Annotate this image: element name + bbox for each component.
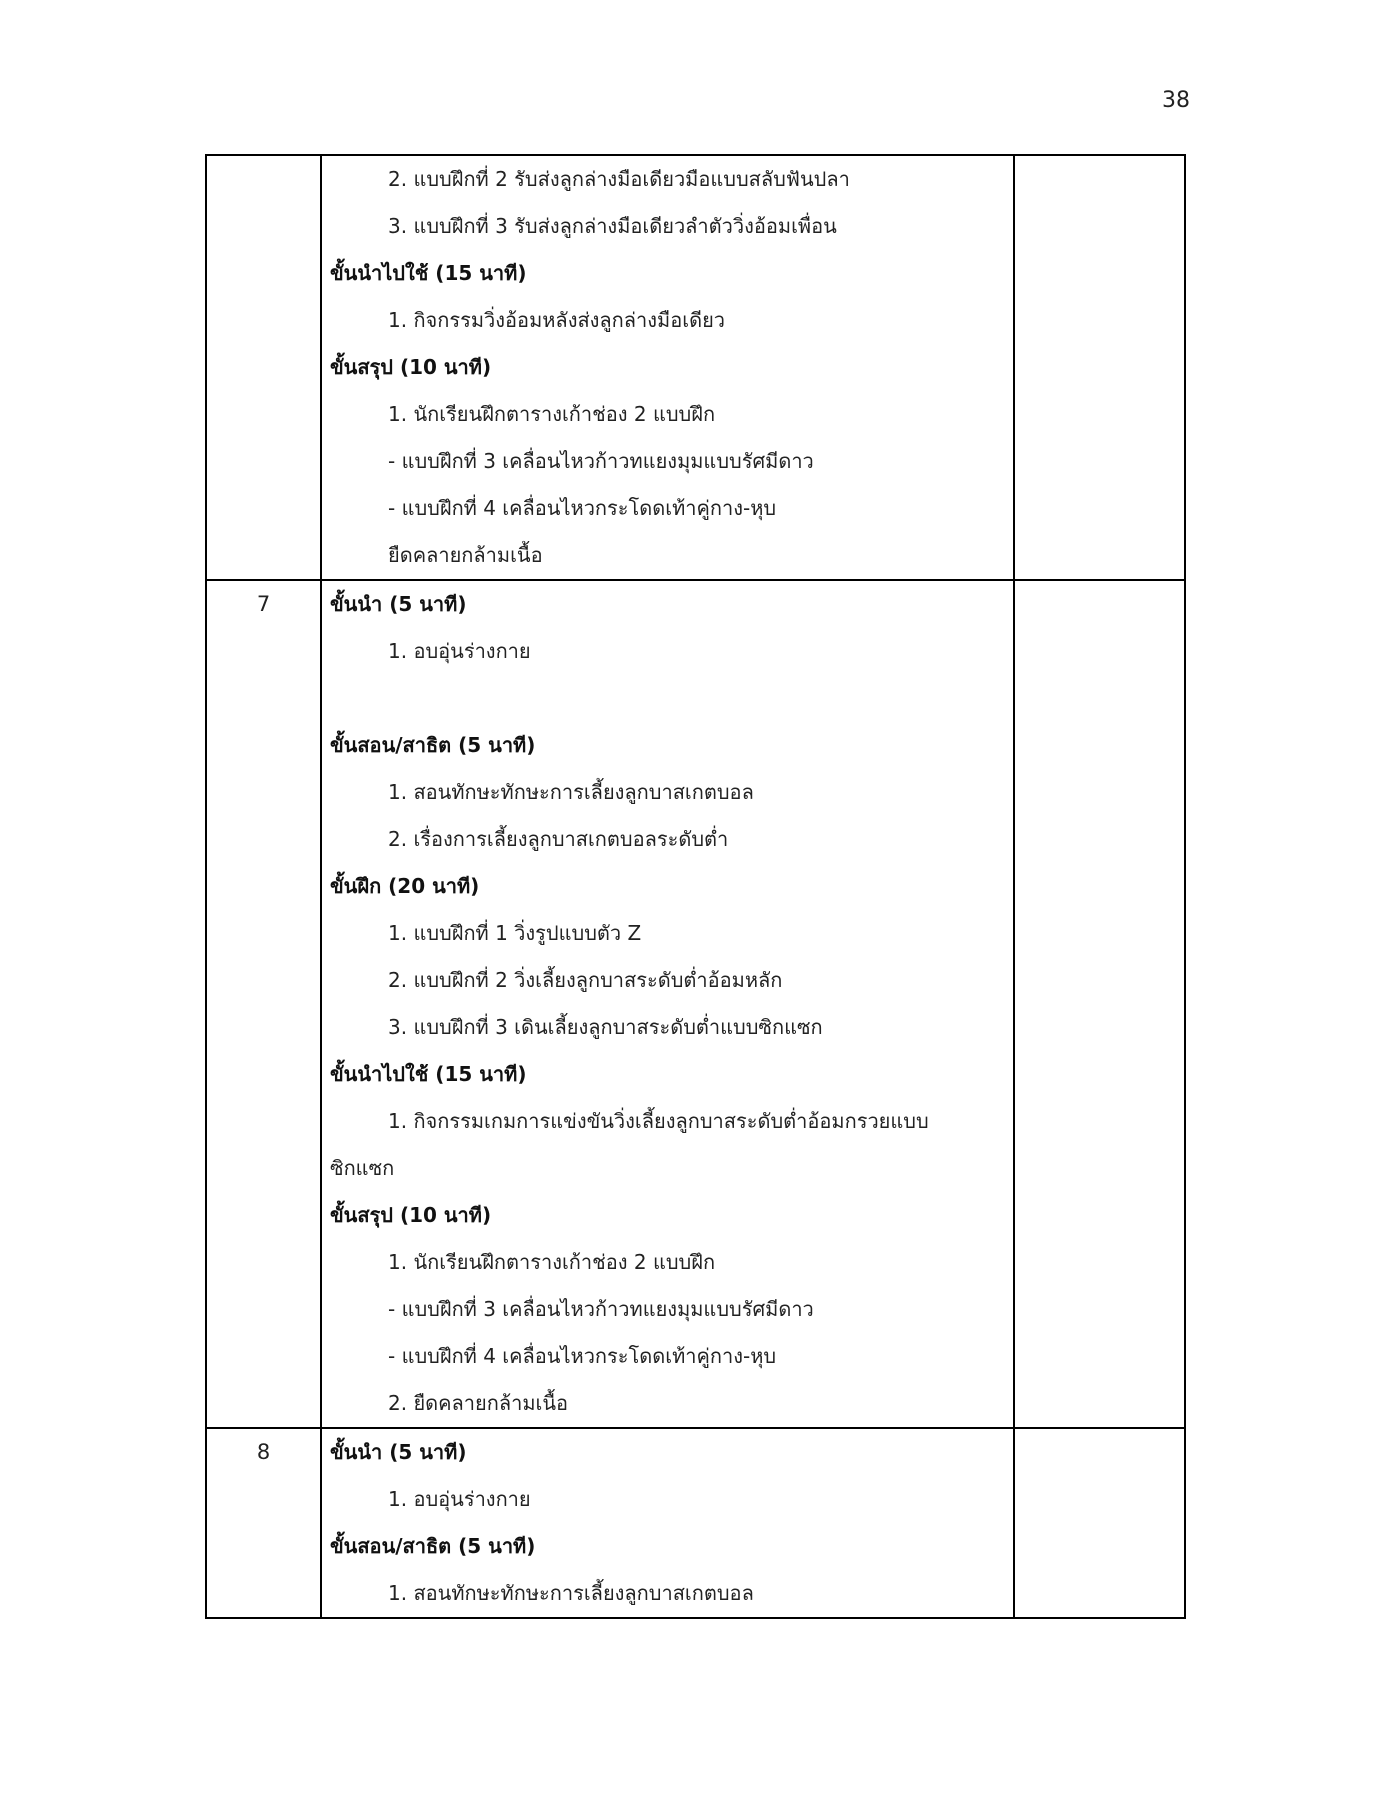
list-item: 3. แบบฝึกที่ 3 รับส่งลูกล่างมือเดียวลำตัววิ่งอ้อมเพื่อน xyxy=(388,214,837,238)
step-heading: ขั้นนำไปใช้ (15 นาที) xyxy=(330,1062,527,1086)
list-item: ยืดคลายกล้ามเนื้อ xyxy=(388,543,543,567)
list-item: 1. สอนทักษะทักษะการเลี้ยงลูกบาสเกตบอล xyxy=(388,1581,754,1605)
activity-cell xyxy=(322,1429,1015,1617)
step-heading: ขั้นสอน/สาธิต (5 นาที) xyxy=(330,733,536,757)
lesson-plan-table xyxy=(205,154,1186,1619)
step-heading: ขั้นนำไปใช้ (15 นาที) xyxy=(330,261,527,285)
note-cell xyxy=(1015,581,1184,1427)
step-heading: ขั้นสรุป (10 นาที) xyxy=(330,1203,492,1227)
list-item: 1. กิจกรรมเกมการแข่งขันวิ่งเลี้ยงลูกบาสระดับต่ำอ้อมกรวยแบบ xyxy=(388,1109,929,1133)
list-item: 1. นักเรียนฝึกตารางเก้าช่อง 2 แบบฝึก xyxy=(388,402,716,426)
list-item: - แบบฝึกที่ 3 เคลื่อนไหวก้าวทแยงมุมแบบรัศมีดาว xyxy=(388,1297,814,1321)
table-row xyxy=(207,1427,1184,1617)
list-item: 3. แบบฝึกที่ 3 เดินเลี้ยงลูกบาสระดับต่ำแบบซิกแซก xyxy=(388,1015,823,1039)
list-item: 1. กิจกรรมวิ่งอ้อมหลังส่งลูกล่างมือเดียว xyxy=(388,308,726,332)
list-item: 1. อบอุ่นร่างกาย xyxy=(388,639,531,663)
table-row xyxy=(207,156,1184,579)
page-number: 38 xyxy=(1162,88,1190,113)
list-item: 1. นักเรียนฝึกตารางเก้าช่อง 2 แบบฝึก xyxy=(388,1250,716,1274)
step-heading: ขั้นนำ (5 นาที) xyxy=(330,1440,467,1464)
week-cell: 8 xyxy=(207,1429,322,1617)
blank-line xyxy=(330,675,1013,722)
list-item: 2. แบบฝึกที่ 2 วิ่งเลี้ยงลูกบาสระดับต่ำอ้อมหลัก xyxy=(388,968,783,992)
step-heading: ขั้นสรุป (10 นาที) xyxy=(330,355,492,379)
list-item: 1. แบบฝึกที่ 1 วิ่งรูปแบบตัว Z xyxy=(388,921,642,945)
list-item: 1. อบอุ่นร่างกาย xyxy=(388,1487,531,1511)
list-item: 1. สอนทักษะทักษะการเลี้ยงลูกบาสเกตบอล xyxy=(388,780,754,804)
list-item: 2. แบบฝึกที่ 2 รับส่งลูกล่างมือเดียวมือแบบสลับฟันปลา xyxy=(388,167,850,191)
step-heading: ขั้นนำ (5 นาที) xyxy=(330,592,467,616)
list-item: - แบบฝึกที่ 4 เคลื่อนไหวกระโดดเท้าคู่กาง-หุบ xyxy=(388,496,777,520)
week-cell xyxy=(207,156,322,579)
step-heading: ขั้นสอน/สาธิต (5 นาที) xyxy=(330,1534,536,1558)
list-item-continuation: ซิกแซก xyxy=(330,1156,395,1180)
list-item: - แบบฝึกที่ 3 เคลื่อนไหวก้าวทแยงมุมแบบรัศมีดาว xyxy=(388,449,814,473)
list-item: 2. ยืดคลายกล้ามเนื้อ xyxy=(388,1391,569,1415)
table-row xyxy=(207,579,1184,1427)
list-item: 2. เรื่องการเลี้ยงลูกบาสเกตบอลระดับต่ำ xyxy=(388,827,729,851)
step-heading: ขั้นฝึก (20 นาที) xyxy=(330,874,480,898)
note-cell xyxy=(1015,1429,1184,1617)
activity-cell xyxy=(322,156,1015,579)
week-cell: 7 xyxy=(207,581,322,1427)
note-cell xyxy=(1015,156,1184,579)
list-item: - แบบฝึกที่ 4 เคลื่อนไหวกระโดดเท้าคู่กาง-หุบ xyxy=(388,1344,777,1368)
activity-cell xyxy=(322,581,1015,1427)
